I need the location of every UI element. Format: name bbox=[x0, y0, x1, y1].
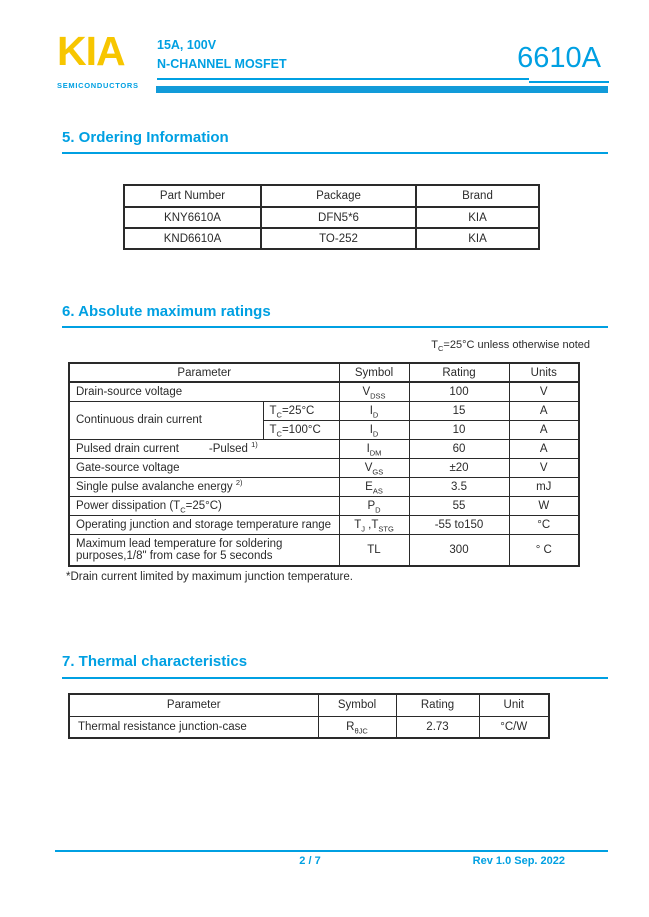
symbol-sub: AS bbox=[372, 485, 383, 495]
param-sub: C bbox=[180, 504, 186, 514]
footer-rule bbox=[55, 850, 608, 852]
symbol-cell bbox=[339, 382, 409, 401]
rating-cell: -55 to150 bbox=[409, 515, 509, 534]
col-brand: Brand bbox=[416, 185, 539, 207]
brand-cell: KIA bbox=[416, 228, 539, 249]
thermal-table bbox=[68, 693, 550, 739]
rating-cell: ±20 bbox=[409, 458, 509, 477]
symbol-sub: GS bbox=[372, 466, 384, 476]
col-unit: Unit bbox=[479, 694, 549, 716]
condition-cell bbox=[263, 401, 339, 420]
section-5-number: 5. bbox=[62, 129, 75, 146]
symbol-base: V bbox=[364, 461, 373, 474]
note-post: =25°C unless otherwise noted bbox=[443, 339, 590, 351]
col-part-number: Part Number bbox=[124, 185, 261, 207]
rating-cell: 60 bbox=[409, 439, 509, 458]
section-5-label: Ordering Information bbox=[74, 129, 229, 146]
absolute-max-ratings-table bbox=[68, 362, 580, 567]
symbol-cell bbox=[339, 439, 409, 458]
param-text: Single pulse avalanche energy bbox=[76, 480, 236, 493]
symbol-base: I bbox=[369, 423, 373, 436]
cond-post: =100°C bbox=[281, 423, 321, 436]
symbol-base: R bbox=[346, 720, 355, 733]
package-cell: DFN5*6 bbox=[261, 207, 416, 228]
section-7-number: 7. bbox=[62, 653, 75, 670]
param-text: Pulsed drain current bbox=[76, 442, 179, 455]
footer-page-number: 2 / 7 bbox=[299, 855, 321, 867]
symbol-cell bbox=[318, 716, 396, 738]
symbol-cell bbox=[339, 515, 409, 534]
symbol-base: I bbox=[369, 404, 373, 417]
cond-sub: C bbox=[276, 409, 282, 419]
table-row-pd bbox=[69, 496, 579, 515]
symbol-sub: DM bbox=[369, 447, 382, 457]
parameter-cell bbox=[69, 439, 339, 458]
rating-cell: 300 bbox=[409, 534, 509, 566]
symbol-sub-2: STG bbox=[378, 523, 394, 533]
rating-cell: 10 bbox=[409, 420, 509, 439]
param-pre: Power dissipation (T bbox=[76, 499, 181, 512]
table-row-vgs bbox=[69, 458, 579, 477]
symbol-cell bbox=[339, 420, 409, 439]
section-6-underline bbox=[62, 326, 608, 328]
device-summary bbox=[157, 36, 287, 74]
header-rule-right bbox=[529, 81, 609, 83]
part-number-cell: KND6610A bbox=[124, 228, 261, 249]
table-row-rthjc bbox=[69, 716, 549, 738]
section-6-label: Absolute maximum ratings bbox=[74, 303, 271, 320]
table-row-eas bbox=[69, 477, 579, 496]
param-line-1: Maximum lead temperature for soldering bbox=[76, 537, 283, 550]
section-7-title bbox=[62, 653, 247, 670]
section-6-number: 6. bbox=[62, 303, 75, 320]
cond-pre: T bbox=[269, 404, 277, 417]
rating-cell: 2.73 bbox=[396, 716, 479, 738]
table-row-id-25 bbox=[69, 401, 579, 420]
symbol-sub: J bbox=[361, 523, 365, 533]
symbol-sub: D bbox=[372, 409, 379, 419]
part-number-cell: KNY6610A bbox=[124, 207, 261, 228]
symbol-cell: TL bbox=[339, 534, 409, 566]
rating-cell: 100 bbox=[409, 382, 509, 401]
cond-sub: C bbox=[276, 428, 282, 438]
symbol-mid: ,T bbox=[364, 518, 379, 531]
units-cell: mJ bbox=[509, 477, 579, 496]
col-rating: Rating bbox=[396, 694, 479, 716]
symbol-sub: D bbox=[372, 428, 379, 438]
parameter-cell bbox=[69, 496, 339, 515]
condition-note bbox=[340, 339, 590, 354]
note-sub: C bbox=[438, 344, 444, 354]
symbol-cell bbox=[339, 401, 409, 420]
col-symbol: Symbol bbox=[339, 363, 409, 382]
kia-logo: KIA bbox=[57, 28, 125, 74]
symbol-base: T bbox=[354, 518, 362, 531]
symbol-base: E bbox=[365, 480, 373, 493]
units-cell: W bbox=[509, 496, 579, 515]
table-row-tl bbox=[69, 534, 579, 566]
col-package: Package bbox=[261, 185, 416, 207]
parameter-cell: Thermal resistance junction-case bbox=[69, 716, 318, 738]
symbol-sub: θJC bbox=[354, 726, 368, 736]
thermal-header-row bbox=[69, 694, 549, 716]
parameter-cell: Gate-source voltage bbox=[69, 458, 339, 477]
note-pre: T bbox=[431, 339, 438, 351]
symbol-base: I bbox=[366, 442, 370, 455]
abs-header-row bbox=[69, 363, 579, 382]
param-footnote-ref: 1) bbox=[251, 439, 258, 449]
package-cell: TO-252 bbox=[261, 228, 416, 249]
symbol-base: V bbox=[362, 385, 371, 398]
units-cell: °C bbox=[509, 515, 579, 534]
units-cell: A bbox=[509, 420, 579, 439]
parameter-cell bbox=[69, 477, 339, 496]
unit-cell: °C/W bbox=[479, 716, 549, 738]
ordering-table bbox=[123, 184, 540, 250]
parameter-cell: Operating junction and storage temperature range bbox=[69, 515, 339, 534]
rating-cell: 55 bbox=[409, 496, 509, 515]
param-post: =25°C) bbox=[185, 499, 222, 512]
parameter-cell: Continuous drain current bbox=[69, 401, 263, 439]
section-7-underline bbox=[62, 677, 608, 679]
col-parameter: Parameter bbox=[69, 694, 318, 716]
parameter-cell bbox=[69, 534, 339, 566]
units-cell: A bbox=[509, 439, 579, 458]
units-cell: ° C bbox=[509, 534, 579, 566]
units-cell: V bbox=[509, 458, 579, 477]
symbol-cell bbox=[339, 496, 409, 515]
symbol-base: P bbox=[367, 499, 376, 512]
rating-cell: 3.5 bbox=[409, 477, 509, 496]
cond-post: =25°C bbox=[281, 404, 315, 417]
symbol-cell bbox=[339, 477, 409, 496]
rating-cell: 15 bbox=[409, 401, 509, 420]
section-5-underline bbox=[62, 152, 608, 154]
brand-cell: KIA bbox=[416, 207, 539, 228]
col-parameter: Parameter bbox=[69, 363, 339, 382]
section-6-title bbox=[62, 303, 271, 320]
symbol-sub: D bbox=[375, 504, 381, 514]
ordering-header-row bbox=[124, 185, 539, 207]
device-rating: 15A, 100V bbox=[157, 38, 217, 52]
section-5-title bbox=[62, 129, 229, 146]
table-row-tj bbox=[69, 515, 579, 534]
units-cell: A bbox=[509, 401, 579, 420]
cond-pre: T bbox=[269, 423, 277, 436]
parameter-cell: Drain-source voltage bbox=[69, 382, 339, 401]
device-type: N-CHANNEL MOSFET bbox=[157, 57, 287, 71]
table-row bbox=[124, 207, 539, 228]
table-row-vdss bbox=[69, 382, 579, 401]
condition-cell bbox=[263, 420, 339, 439]
symbol-sub: DSS bbox=[370, 391, 386, 401]
param-text-2: -Pulsed bbox=[208, 442, 252, 455]
table-row-idm bbox=[69, 439, 579, 458]
logo-subtext: SEMICONDUCTORS bbox=[57, 81, 139, 90]
col-units: Units bbox=[509, 363, 579, 382]
units-cell: V bbox=[509, 382, 579, 401]
footer-revision: Rev 1.0 Sep. 2022 bbox=[472, 855, 565, 867]
abs-max-footnote: *Drain current limited by maximum junction temperature. bbox=[66, 571, 353, 583]
symbol-cell bbox=[339, 458, 409, 477]
col-rating: Rating bbox=[409, 363, 509, 382]
col-symbol: Symbol bbox=[318, 694, 396, 716]
section-7-label: Thermal characteristics bbox=[74, 653, 248, 670]
header-rule-left bbox=[157, 78, 529, 80]
table-row bbox=[124, 228, 539, 249]
header-accent-bar bbox=[156, 86, 608, 93]
param-footnote-ref: 2) bbox=[235, 477, 243, 487]
part-number-title: 6610A bbox=[517, 42, 601, 74]
param-line-2: purposes,1/8" from case for 5 seconds bbox=[76, 549, 273, 562]
